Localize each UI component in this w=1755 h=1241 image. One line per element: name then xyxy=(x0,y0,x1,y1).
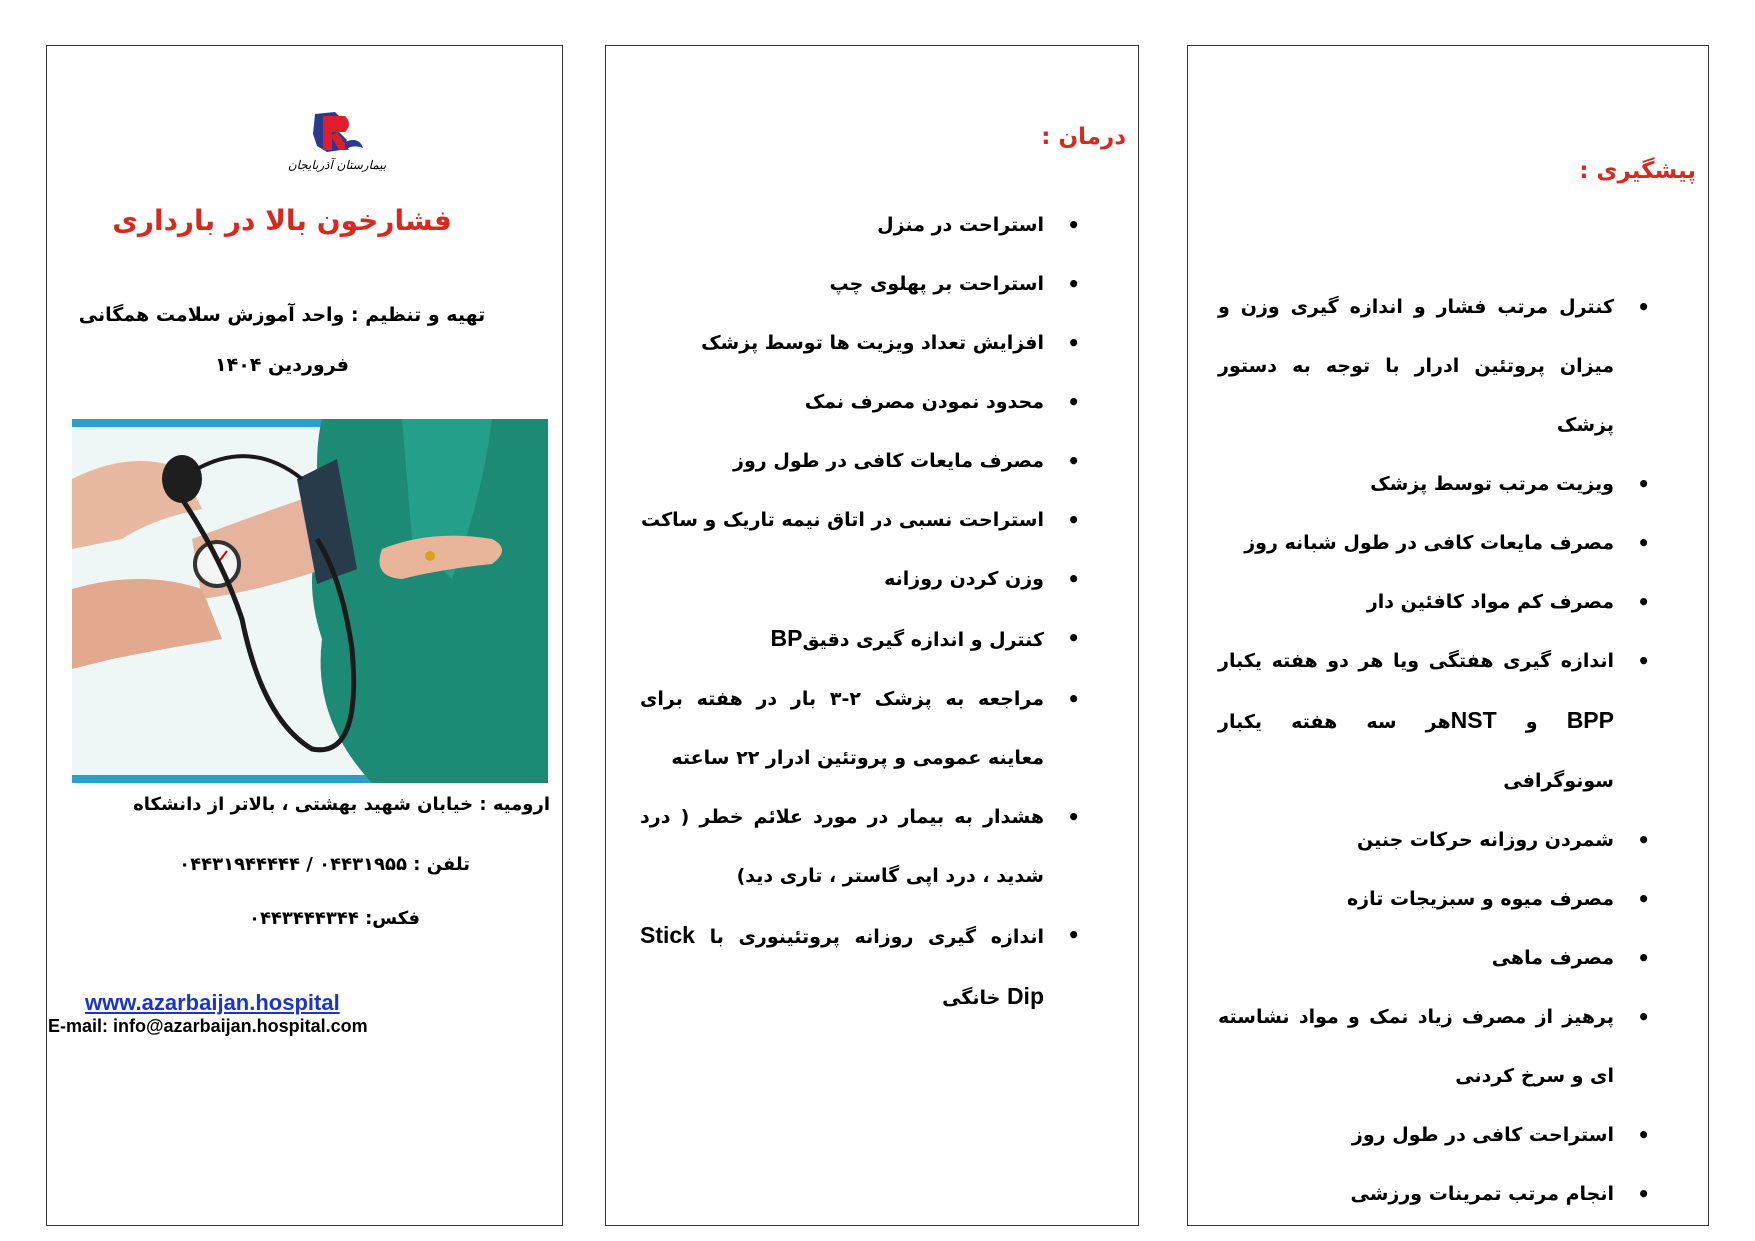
list-item: • استراحت نسبی در اتاق نیمه تاریک و ساکت xyxy=(640,491,1080,550)
fax-number: فکس: ۰۴۴۳۴۴۴۳۴۴ xyxy=(248,908,420,929)
pregnancy-blood-pressure-photo xyxy=(72,419,548,783)
address: ارومیه : خیابان شهید بهشتی ، بالاتر از دانشکاه xyxy=(133,794,550,815)
bp-text: BP xyxy=(770,625,803,651)
middle-panel xyxy=(605,45,1139,1226)
dipstick-text: Stick Dip xyxy=(640,922,1044,1009)
list-item: • پرهیز از مصرف زیاد نمک و مواد نشاسته ای و سرخ کردنی xyxy=(1218,988,1650,1106)
blood-pressure-measurement-image xyxy=(72,419,548,783)
list-item: • وزن کردن روزانه xyxy=(640,550,1080,609)
list-item: • اندازه گیری روزانه پروتئینوری با Stick Dip خانگی xyxy=(640,906,1080,1028)
hospital-logo-icon xyxy=(287,106,397,184)
publication-date: فروردین ۱۴۰۴ xyxy=(215,354,349,376)
email-address: E-mail: info@azarbaijan.hospital.com xyxy=(48,1016,368,1036)
prevention-heading: پیشگیری : xyxy=(1579,158,1696,184)
logo-caption: بیمارستان آذربایجان xyxy=(287,158,387,172)
list-item: • اندازه گیری هفتگی ویا هر دو هفته یکبار BPP و NSTهر سه هفته یکبار سونوگرافی xyxy=(1218,632,1650,811)
list-item: • مصرف ماهی xyxy=(1218,929,1650,988)
list-item: • مصرف مایعات کافی در طول روز xyxy=(640,432,1080,491)
nst-text: NST xyxy=(1450,707,1497,733)
list-item: • مصرف کم مواد کافئین دار xyxy=(1218,573,1650,632)
right-panel xyxy=(1187,45,1709,1226)
brochure-title: فشارخون بالا در بارداری xyxy=(112,204,452,237)
bpp-text: BPP xyxy=(1566,707,1614,733)
list-item: • شمردن روزانه حرکات جنین xyxy=(1218,811,1650,870)
list-item: • هشدار به بیمار در مورد علائم خطر ( درد شدید ، درد اپی گاستر ، تاری دید) xyxy=(640,788,1080,906)
list-item: • کنترل و اندازه گیری دقیقBP xyxy=(640,609,1080,670)
treatment-heading: درمان : xyxy=(1041,124,1126,150)
treatment-list xyxy=(640,196,1080,1028)
hospital-logo xyxy=(287,106,397,184)
list-item: • افزایش تعداد ویزیت ها توسط پزشک xyxy=(640,314,1080,373)
phone-numbers: تلفن : ۰۴۴۳۱۹۵۵ / ۰۴۴۳۱۹۴۴۴۴۴ xyxy=(179,854,470,875)
list-item: • محدود نمودن مصرف نمک xyxy=(640,373,1080,432)
list-item: • استراحت بر پهلوی چپ xyxy=(640,255,1080,314)
list-item: • ویزیت مرتب توسط پزشک xyxy=(1218,455,1650,514)
left-panel xyxy=(46,45,563,1226)
list-item: • مصرف مایعات کافی در طول شبانه روز xyxy=(1218,514,1650,573)
prevention-list xyxy=(1218,278,1650,1224)
list-item: • مصرف میوه و سبزیجات تازه xyxy=(1218,870,1650,929)
website-link[interactable]: www.azarbaijan.hospital xyxy=(85,990,340,1015)
list-item: • مراجعه به پزشک ۲-۳ بار در هفته برای معاینه عمومی و پروتئین ادرار ۲۲ ساعته xyxy=(640,670,1080,788)
list-item: • استراحت کافی در طول روز xyxy=(1218,1106,1650,1165)
list-item: • استراحت در منزل xyxy=(640,196,1080,255)
list-item: • انجام مرتب تمرینات ورزشی xyxy=(1218,1165,1650,1224)
prepared-by: تهیه و تنظیم : واحد آموزش سلامت همگانی xyxy=(78,304,486,326)
list-item: • کنترل مرتب فشار و اندازه گیری وزن و میزان پروتئین ادرار با توجه به دستور پزشک xyxy=(1218,278,1650,455)
